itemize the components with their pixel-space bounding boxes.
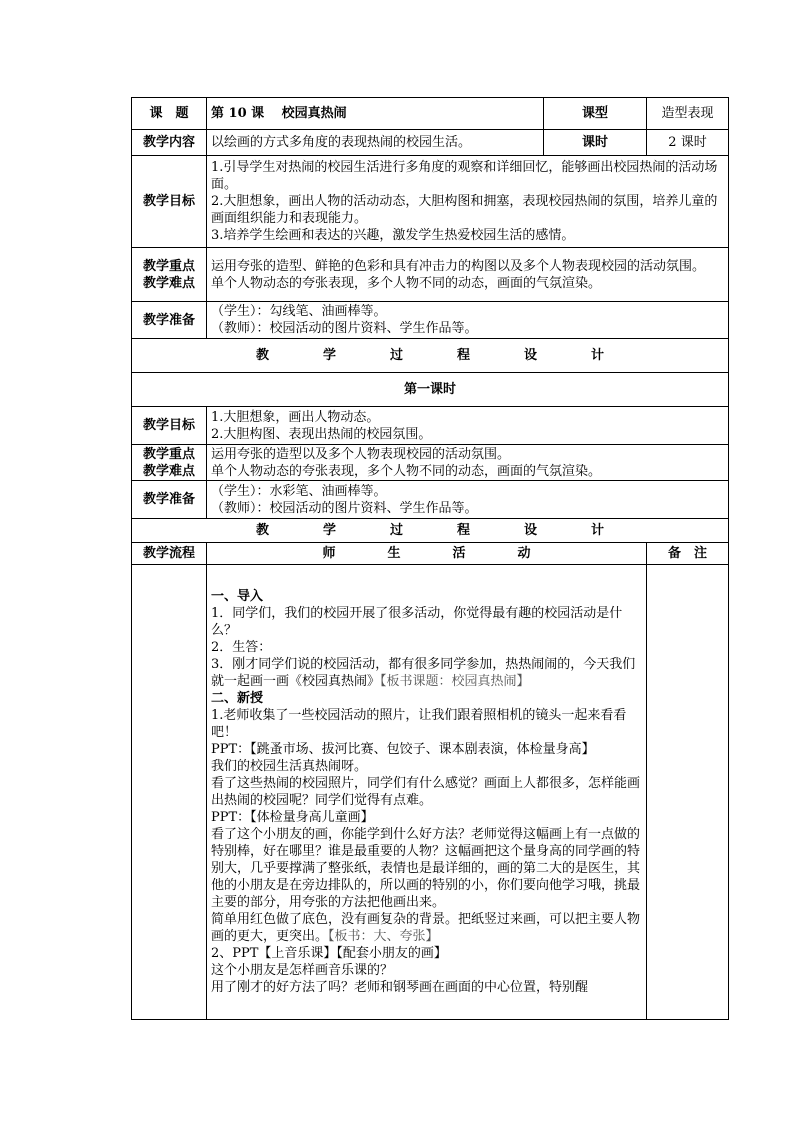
key-points-cell [207, 248, 729, 302]
flow-stage-cell [132, 565, 207, 1020]
flow-paragraph: 1.老师收集了一些校园活动的照片，让我们跟着照相机的镜头一起来看看吧！ [211, 708, 627, 740]
lesson1-goals-row [132, 407, 729, 445]
hours-value: 2 课时 [647, 130, 729, 156]
flow-paragraph: 2、PPT【上音乐课】【配套小朋友的画】 [211, 946, 447, 961]
lesson1-key-cell [207, 445, 729, 481]
board-note: 【板书课题：校园真热闹】 [380, 674, 530, 689]
design-heading-char: 程 [457, 348, 471, 363]
flow-col2-header [207, 543, 647, 565]
flow-text: 简单用红色做了底色，没有画复杂的背景。把纸竖过来画，可以把主要人物画的更大，更突出。 [211, 912, 641, 944]
hours-label: 课时 [544, 130, 647, 156]
design-heading [132, 339, 729, 373]
type-value: 造型表现 [647, 98, 729, 130]
type-label: 课型 [544, 98, 647, 130]
prep-cell [207, 302, 729, 339]
flow-activity-cell [207, 565, 647, 1020]
flow-header-char: 活 [452, 546, 466, 561]
lesson1-prep-label: 教学准备 [132, 481, 207, 519]
content-row [132, 130, 729, 156]
lesson1-goal-item: 2.大胆构图、表现出热闹的校园氛围。 [211, 426, 432, 442]
design-heading-char: 过 [389, 523, 403, 538]
lesson1-key-item: 运用夸张的造型以及多个人物表现校园的活动氛围。 [211, 446, 511, 462]
flow-header-char: 师 [322, 546, 336, 561]
lesson1-prep-row [132, 481, 729, 519]
key-points-row [132, 248, 729, 302]
flow-paragraph: 看了这些热闹的校园照片，同学们有什么感觉？画面上人都很多，怎样能画出热闹的校园呢？同学们觉得有点难。 [211, 776, 641, 808]
flow-header-row [132, 543, 729, 565]
flow-paragraph: 这个小朋友是怎样画音乐课的？ [211, 963, 394, 978]
design-heading-char: 教 [255, 523, 269, 538]
flow-header-char: 动 [517, 546, 531, 561]
title-value: 第 10 课 校园真热闹 [207, 98, 544, 130]
new-heading: 二、新授 [211, 691, 264, 706]
flow-notes-cell [647, 565, 729, 1020]
design-heading-char: 过 [389, 348, 403, 363]
lesson1-key-row [132, 445, 729, 481]
flow-paragraph [211, 911, 642, 945]
lesson1-title-row [132, 373, 729, 407]
flow-paragraph: 用了刚才的好方法了吗？老师和钢琴画在画面的中心位置，特别醒 [211, 980, 589, 995]
title-label: 课 题 [132, 98, 207, 130]
design-heading-char: 设 [524, 348, 538, 363]
flow-paragraph: 我们的校园生活真热闹呀。 [211, 759, 368, 774]
key-point-item: 单个人物动态的夸张表现，多个人物不同的动态，画面的气氛渲染。 [211, 275, 602, 291]
design-heading-char: 计 [591, 348, 605, 363]
flow-paragraph: 1．同学们，我们的校园开展了很多活动，你觉得最有趣的校园活动是什么？ [211, 606, 623, 638]
design-heading-char: 程 [457, 523, 471, 538]
key-points-label: 教学重点 教学难点 [132, 248, 207, 302]
intro-heading: 一、导入 [211, 589, 264, 604]
goal-item: 3.培养学生绘画和表达的兴趣，激发学生热爱校园生活的感情。 [211, 228, 575, 243]
goal-item: 1.引导学生对热闹的校园生活进行多角度的观察和详细回忆，能够画出校园热闹的活动场面。 [211, 160, 718, 192]
flow-col1-header: 教学流程 [132, 543, 207, 565]
design-heading-char: 计 [591, 523, 605, 538]
goals-cell [207, 156, 729, 248]
prep-item: （学生）：勾线笔、油画棒等。 [211, 304, 387, 319]
design-heading-char: 设 [524, 523, 538, 538]
lesson1-title: 第一课时 [132, 373, 729, 407]
lesson-plan-table [131, 97, 729, 1020]
design-heading-char: 教 [255, 348, 269, 363]
flow-paragraph: 看了这个小朋友的画，你能学到什么好方法？老师觉得这幅画上有一点做的特别棒，好在哪里？谁是最重要的人物？这幅画把这个量身高的同学画的特别大，几乎要撑满了整张纸，表情也是最详细的，画的第二大的是医生，其他的小朋友是在旁边排队的，所以画的特别的小，你们要向他学习哦，挑最主要的部分，用夸张的方法把他画出来。 [211, 827, 641, 910]
design-heading-char: 学 [322, 348, 336, 363]
lesson1-goals-label: 教学目标 [132, 407, 207, 445]
board-note: 【板书：大、夸张】 [328, 929, 439, 944]
title-row [132, 98, 729, 130]
flow-paragraph: PPT：【体检量身高儿童画】 [211, 810, 374, 825]
flow-paragraph [211, 656, 642, 690]
design-heading-row-2 [132, 519, 729, 543]
goals-label: 教学目标 [132, 156, 207, 248]
lesson1-goal-item: 1.大胆想象，画出人物动态。 [211, 409, 380, 425]
lesson1-prep-cell [207, 481, 729, 519]
lesson1-prep-item: （学生）：水彩笔、油画棒等。 [211, 483, 387, 499]
goal-item: 2.大胆想象，画出人物的活动动态，大胆构图和拥塞，表现校园热闹的氛围，培养儿童的画面组织能力和表现能力。 [211, 194, 718, 226]
key-point-item: 运用夸张的造型、鲜艳的色彩和具有冲击力的构图以及多个人物表现校园的活动氛围。 [211, 258, 706, 274]
lesson1-prep-item: （教师）：校园活动的图片资料、学生作品等。 [211, 500, 478, 516]
content-value: 以绘画的方式多角度的表现热闹的校园生活。 [207, 130, 544, 156]
prep-label: 教学准备 [132, 302, 207, 339]
flow-body-row [132, 565, 729, 1020]
lesson1-key-item: 单个人物动态的夸张表现，多个人物不同的动态，画面的气氛渲染。 [211, 463, 602, 479]
prep-row [132, 302, 729, 339]
flow-col3-header: 备 注 [647, 543, 729, 565]
content-label: 教学内容 [132, 130, 207, 156]
flow-text: 3．刚才同学们说的校园活动，都有很多同学参加，热热闹闹的，今天我们就一起画一画《校园真热闹》 [211, 657, 636, 689]
flow-header-char: 生 [387, 546, 401, 561]
design-heading-char: 学 [322, 523, 336, 538]
design-heading-row [132, 339, 729, 373]
lesson1-key-label: 教学重点 教学难点 [132, 445, 207, 481]
lesson1-goals-cell [207, 407, 729, 445]
prep-item: （教师）：校园活动的图片资料、学生作品等。 [211, 321, 478, 336]
design-heading-2 [132, 519, 729, 543]
flow-paragraph: 2．生答： [211, 640, 272, 655]
goals-row [132, 156, 729, 248]
flow-paragraph: PPT：【跳蚤市场、拔河比赛、包饺子、课本剧表演，体检量身高】 [211, 742, 595, 757]
